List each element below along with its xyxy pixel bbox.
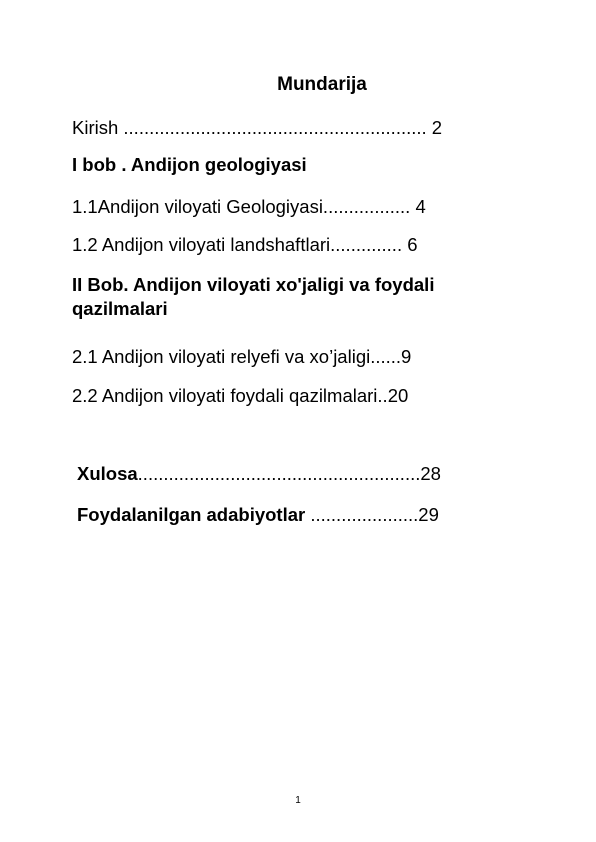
adabiyotlar-dots: .....................29 [305,504,439,525]
xulosa-label: Xulosa [77,463,138,484]
toc-entry-kirish: Kirish ........................................................... 2 [72,117,443,138]
toc-entry-2-1: 2.1 Andijon viloyati relyefi va xo’jaligi......9 [72,346,412,367]
toc-entry-2-2: 2.2 Andijon viloyati foydali qazilmalari..20 [72,385,409,406]
toc-entry-xulosa [77,462,441,486]
adabiyotlar-label: Foydalanilgan adabiyotlar [77,504,306,525]
xulosa-dots: .......................................................28 [137,463,441,484]
page-title: Mundarija [277,74,367,95]
toc-entry-1-2: 1.2 Andijon viloyati landshaftlari.............. 6 [72,234,418,255]
toc-chapter-1: I bob . Andijon geologiyasi [72,154,307,175]
toc-entry-adabiyotlar [77,503,439,527]
page-number: 1 [295,795,301,806]
toc-entry-1-1: 1.1Andijon viloyati Geologiyasi................. 4 [72,196,426,217]
toc-chapter-2: II Bob. Andijon viloyati xo'jaligi va foydali qazilmalari [72,274,435,319]
